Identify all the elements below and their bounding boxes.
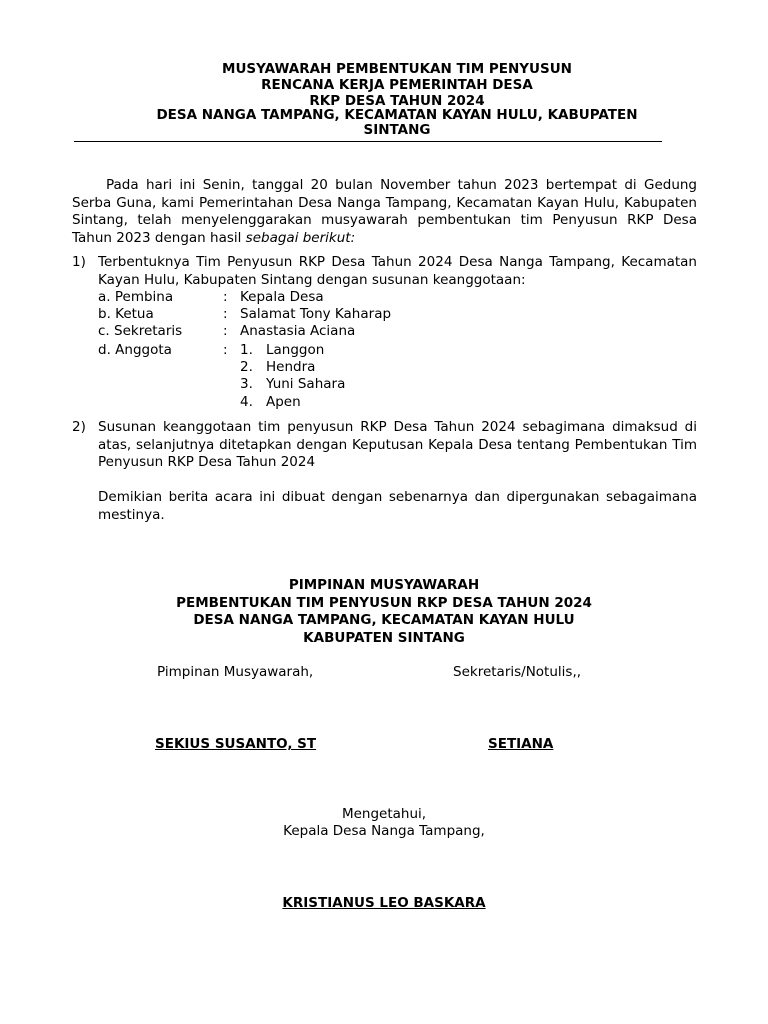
doc-title-line-3: RKP DESA TAHUN 2024 (309, 93, 485, 109)
approval-label: Mengetahui, (341, 806, 427, 822)
member-name: Apen (266, 394, 301, 410)
member-name: Langgon (266, 342, 325, 358)
member-number: 1. (240, 342, 253, 358)
member-number: 3. (240, 376, 253, 392)
approval-name: KRISTIANUS LEO BASKARA (282, 895, 486, 911)
role-value: Salamat Tony Kaharap (240, 306, 392, 322)
role-separator: : (223, 306, 228, 322)
item-2-text: Susunan keanggotaan tim penyusun RKP Desa Tahun 2024 sebagimana dimaksud di atas, selanjutnya ditetapkan dengan Keputusan Kepala Desa tentang Pembentukan Tim Penyusun RKP Desa Tahun 2024 (98, 419, 697, 471)
role-label: d. Anggota (98, 342, 172, 358)
closing-paragraph: Demikian berita acara ini dibuat dengan sebenarnya dan dipergunakan sebagaimana mestinya. (98, 489, 697, 523)
leadership-heading-3: DESA NANGA TAMPANG, KECAMATAN KAYAN HULU (193, 612, 575, 628)
right-signatory-role: Sekretaris/Notulis,, (453, 664, 582, 680)
intro-paragraph (72, 177, 697, 247)
item-1-text: Terbentuknya Tim Penyusun RKP Desa Tahun 2024 Desa Nanga Tampang, Kecamatan Kayan Hulu, Kabupaten Sintang dengan susunan keanggotaan: (98, 254, 697, 288)
member-number: 2. (240, 359, 253, 375)
left-signatory-role: Pimpinan Musyawarah, (157, 664, 314, 680)
right-signatory-name: SETIANA (488, 736, 554, 752)
item-1-number: 1) (72, 254, 86, 270)
leadership-heading-1: PIMPINAN MUSYAWARAH (288, 577, 480, 593)
member-name: Yuni Sahara (266, 376, 346, 392)
role-value: Kepala Desa (240, 289, 324, 305)
doc-title-line-4: DESA NANGA TAMPANG, KECAMATAN KAYAN HULU, KABUPATEN (156, 107, 638, 123)
role-separator: : (223, 342, 228, 358)
role-label: c. Sekretaris (98, 323, 183, 339)
leadership-heading-4: KABUPATEN SINTANG (303, 630, 465, 646)
member-name: Hendra (266, 359, 316, 375)
doc-title-line-2: RENCANA KERJA PEMERINTAH DESA (261, 77, 533, 93)
approval-role: Kepala Desa Nanga Tampang, (283, 823, 485, 839)
member-number: 4. (240, 394, 253, 410)
role-separator: : (223, 289, 228, 305)
intro-text: Pada hari ini Senin, tanggal 20 bulan November tahun 2023 bertempat di Gedung Serba Guna, kami Pemerintahan Desa Nanga Tampang, Kecamatan Kayan Hulu, Kabupaten Sintang, telah menyelenggarakan musyawarah pembentukan tim Penyusun RKP Desa Tahun 2023 dengan hasil (72, 177, 697, 246)
doc-title-line-1: MUSYAWARAH PEMBENTUKAN TIM PENYUSUN (222, 61, 572, 77)
role-label: b. Ketua (98, 306, 154, 322)
role-label: a. Pembina (98, 289, 174, 305)
item-2-number: 2) (72, 419, 86, 435)
role-separator: : (223, 323, 228, 339)
title-underline (74, 141, 662, 142)
intro-italic: sebagai berikut: (245, 229, 356, 246)
role-value: Anastasia Aciana (240, 323, 356, 339)
leadership-heading-2: PEMBENTUKAN TIM PENYUSUN RKP DESA TAHUN 2024 (176, 595, 592, 611)
doc-title-line-5: SINTANG (363, 122, 431, 138)
left-signatory-name: SEKIUS SUSANTO, ST (155, 736, 317, 752)
